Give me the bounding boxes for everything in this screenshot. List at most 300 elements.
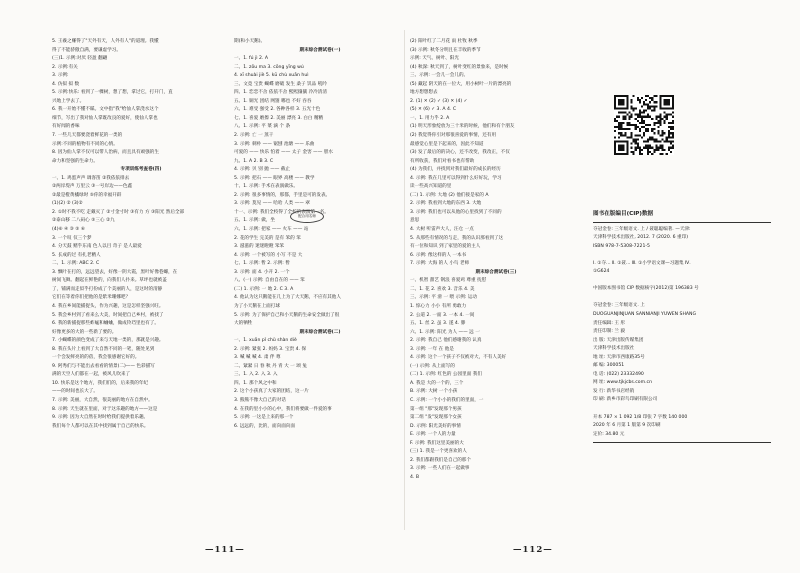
qr-module (639, 116, 641, 118)
answer-line: 九、1. A 2. B 3. C (234, 158, 274, 164)
answer-line: ②最是橙黄橘绿时 ⑤你的幸福开辟 (52, 192, 122, 198)
qr-module (670, 147, 672, 149)
answer-line: 2. 公道 2. 一面 3. 一本 4. 一间 (410, 312, 475, 318)
cip-line: 责任编辑: 王 彤 (593, 320, 626, 326)
qr-module (670, 143, 672, 145)
qr-module (653, 128, 655, 130)
qr-module (668, 126, 670, 128)
qr-module (657, 147, 659, 149)
qr-module (657, 120, 659, 122)
qr-module (622, 128, 624, 130)
qr-module (622, 122, 624, 124)
qr-module (668, 149, 670, 151)
answer-line: 一、1. 鸡蛋声声 调客笛 ②我依依排去 (52, 175, 130, 181)
qr-module (641, 118, 643, 120)
answer-line: (一) 示例: 从上面写的 (410, 363, 455, 369)
qr-module (620, 126, 622, 128)
qr-module (672, 116, 674, 118)
answer-line: 2. 这个小孩真了大家的团结，这一片 (234, 389, 309, 395)
qr-module (653, 151, 655, 153)
answer-line: 第一组 "那"发现那个男孩 (410, 406, 462, 412)
qr-module (628, 128, 630, 130)
qr-module (662, 118, 664, 120)
cip-line: 网 址: www.tjkjcbs.com.cn (593, 380, 652, 386)
qr-module (620, 134, 622, 136)
qr-module (662, 138, 664, 140)
qr-module (651, 97, 653, 99)
answer-line: ②两岸堤声 万里云 ③一号岸边——色鑫 (52, 184, 133, 190)
answer-line: 5. 我会乡村到了看来么大美，时间把自己乡村，被找了 (52, 312, 164, 318)
qr-code-icon[interactable] (614, 95, 674, 155)
answer-line: 十一、示例: 我们全校得了全校的表演第一名。 (234, 209, 329, 215)
qr-module (651, 138, 653, 140)
answer-line: 2. 花的学生 完美的 是有 笨的 笨 (234, 235, 301, 241)
cip-line: 夺冠金卷: 三年级语文. 上 / 聂聪聪编著. —天津: (593, 226, 691, 232)
answer-line: 兴地上学去了。 (52, 98, 85, 104)
qr-module (631, 99, 633, 101)
answer-line: (2) 我觉得你引对那很喜爱的事情，还有用 (410, 133, 497, 139)
answer-line: 七、1. 喜爱 磨擦 2. 美丽 漂亮 3. 白白 精精 (234, 115, 324, 121)
qr-module (618, 145, 624, 151)
cip-data-block (593, 210, 771, 446)
qr-module (635, 134, 637, 136)
qr-module (668, 130, 670, 132)
qr-module (639, 147, 641, 149)
qr-module (614, 130, 616, 132)
qr-module (626, 114, 628, 116)
qr-module (639, 151, 641, 153)
cip-line (593, 294, 771, 303)
qr-module (639, 153, 641, 155)
qr-module (631, 147, 633, 149)
answer-line: 二、1. 花 2. 喜欢 3. 音乐 4. 美 (410, 286, 475, 292)
answer-line: 一、1. xuān pǐ chǔ shàn diè (234, 338, 297, 344)
qr-module (666, 116, 668, 118)
qr-module (626, 128, 628, 130)
qr-module (633, 107, 635, 109)
answer-line: 5. 示例: 一这是上来的那一个 (234, 415, 294, 421)
answer-line: 七、1. 示例: 暂 2. 示例: 暂 (234, 261, 290, 267)
qr-module (670, 141, 672, 143)
answer-line: 3. 示例: 一些人们在一起做事 (410, 466, 470, 472)
qr-module (664, 116, 666, 118)
qr-module (664, 120, 666, 122)
answer-line: (3) 示例: 秋冬分明且在丰收的季节 (410, 47, 481, 53)
qr-module (628, 124, 630, 126)
answer-line: (2) 阳叶红了二月花 雨 杜牧 秋季 (410, 39, 478, 44)
qr-module (672, 141, 674, 143)
answer-line: 三、示例: 一会儿一会儿的。 (410, 73, 469, 79)
qr-module (628, 136, 630, 138)
answer-line: 3. 滋滋的 迷迷瞪瞪 笨笨 (234, 244, 285, 250)
qr-module (637, 99, 639, 101)
qr-module (664, 149, 666, 151)
qr-module (657, 149, 659, 151)
qr-module (643, 126, 645, 128)
qr-module (647, 107, 649, 109)
answer-line: 7. 小蝴蝶的颜色变成了来与天地一类的，那就是兴趣。 (52, 338, 164, 344)
qr-module (668, 114, 670, 116)
qr-module (662, 145, 664, 147)
answer-line: 一、机智 甜艺 钢浪 喜爱鸡 尊重 抚慰 (410, 278, 487, 284)
qr-module (651, 130, 653, 132)
qr-module (672, 145, 674, 147)
qr-module (618, 122, 620, 124)
answer-line: 4. xī shuài jiè 5. kū chù xuān huì (234, 73, 309, 79)
qr-module (643, 109, 645, 111)
qr-module (645, 124, 647, 126)
answer-line: 4. 示例: 贝 别 抛 —— 截止 (234, 167, 291, 173)
qr-module (670, 132, 672, 134)
qr-module (628, 116, 630, 118)
answer-line: 8. 因为仙人掌不仅可以带人治病，而且具有顽强的生 (52, 150, 159, 156)
qr-module (645, 145, 647, 147)
answer-line: 四、1. 恋恋不舍 依依不舍 熙熙攘攘 冷冷清清 (234, 90, 327, 96)
qr-module (662, 132, 664, 134)
answer-line: 它们在等着你们把他的是紫米珊娜吧？ (52, 295, 131, 301)
qr-module (631, 114, 633, 116)
qr-module (637, 120, 639, 122)
qr-module (641, 105, 643, 107)
qr-module (641, 122, 643, 124)
qr-module (647, 114, 649, 116)
qr-module (620, 128, 622, 130)
answer-line: 7. 一些几天都要浇着鲜花的一类的 (52, 133, 123, 139)
qr-module (655, 101, 657, 103)
qr-module (649, 147, 651, 149)
qr-module (664, 141, 666, 143)
qr-module (655, 141, 657, 143)
answer-line: 期(和小天鹅)。 (234, 39, 266, 44)
answer-line: (二) 1. 示例: 一 地 2. C 3. A (234, 286, 294, 292)
qr-module (643, 132, 645, 134)
answer-line: 三、1. 入 2. 入 3. 入 (234, 372, 278, 378)
page-number-right: —112— (513, 545, 553, 555)
answer-line: 期末综合测试卷(二) (299, 329, 341, 335)
answer-line: 7. 示例: 美丽，大自然，很美丽的地方在自然中。 (52, 397, 153, 403)
answer-line: 4. 在我的里小小的心中，我们将要做一件爱的事 (234, 406, 332, 412)
qr-module (624, 118, 626, 120)
answer-column-3 (410, 38, 582, 482)
answer-line: 三、文竟 宝贵 蝴蝶 磨破 发生 桑子 饥品 吼吟 (234, 81, 327, 87)
qr-module (635, 143, 637, 145)
qr-module (657, 126, 659, 128)
qr-module (618, 99, 624, 105)
qr-module (643, 116, 645, 118)
qr-module (626, 122, 628, 124)
cip-line: 地 址: 天津市西康路35号 (593, 354, 645, 360)
cip-line: 天津科学技术出版社 (593, 346, 635, 352)
answer-line: F. 示例: 我们这里美丽的大 (410, 440, 464, 446)
answer-line: 一、1. fú jì 2. A (234, 56, 269, 62)
answer-line: (4) 秋深: 秋天到了，树叶变红的景象来，是时候 (410, 64, 509, 70)
answer-line: 了，铺满而走似乎打扮成了个美丽的人，是这时的清静 (52, 286, 163, 292)
qr-module (649, 151, 651, 153)
answer-line: 2. 示例: 紧张 2. 妈妈 3. 宝贵 4. 保 (234, 346, 307, 352)
answer-line: 命力和坚强的生命力。 (52, 158, 98, 164)
answer-line: 一、1. 用力乎 2. A (410, 115, 450, 121)
qr-module (637, 126, 639, 128)
answer-line: 10. 快乐是这个地方，我们们的，后来我的年纪 (52, 380, 149, 386)
qr-module (660, 147, 662, 149)
qr-module (653, 141, 655, 143)
qr-module (614, 126, 616, 128)
qr-module (660, 114, 662, 116)
answer-line: 8. 示例: 天生就在里面，对于这乐趣的地方——这是 (52, 406, 158, 412)
answer-line: 2. 示例: 我自己 他们感谢我的 认真 (410, 338, 482, 344)
qr-module (662, 130, 664, 132)
qr-module (641, 97, 643, 99)
answer-line: 二、1. zōu ma 3. cōng yīng wú (234, 64, 304, 70)
qr-module (670, 126, 672, 128)
answer-line: (3) 发了最后的的决心，还不改变，我改正，不仅 (410, 150, 510, 156)
qr-module (672, 134, 674, 136)
qr-module (631, 136, 633, 138)
qr-module (620, 112, 622, 114)
qr-module (641, 120, 643, 122)
qr-module (651, 136, 653, 138)
answer-line: 好像更多的大的一些新了要的。 (52, 329, 117, 335)
qr-module (655, 116, 657, 118)
answer-line: 一个会发鲜亮的的蓓，我会很感谢它好的。 (52, 355, 140, 361)
qr-module (631, 116, 633, 118)
cip-line (593, 251, 771, 260)
qr-module (660, 145, 662, 147)
qr-module (645, 103, 647, 105)
qr-module (668, 134, 670, 136)
qr-module (647, 151, 649, 153)
qr-module (643, 141, 645, 143)
answer-line: 9. 阿秀们与不能出去看看的情景(二)—— 色彩描写 (52, 363, 155, 369)
qr-module (624, 128, 626, 130)
qr-module (622, 118, 624, 120)
qr-module (649, 97, 651, 99)
qr-module (653, 124, 655, 126)
qr-module (672, 120, 674, 122)
qr-module (666, 153, 668, 155)
qr-module (666, 114, 668, 116)
qr-module (647, 147, 649, 149)
answer-line: 为了小天鹅在上面打球 (234, 303, 280, 309)
qr-module (645, 99, 647, 101)
cip-rule-bottom (593, 442, 771, 443)
qr-module (653, 107, 655, 109)
qr-module (672, 132, 674, 134)
qr-module (657, 132, 659, 134)
qr-module (635, 128, 637, 130)
page-spine-divider (404, 30, 405, 530)
cip-line: 2020 年 6 月第 1 版第 9 次印刷 (593, 423, 661, 429)
qr-module (653, 95, 655, 97)
qr-module (641, 153, 643, 155)
answer-line: (三)1. 示例:对厌 轻盈 翻翩 (52, 56, 108, 62)
qr-module (639, 130, 641, 132)
qr-module (643, 101, 645, 103)
qr-module (651, 99, 653, 101)
qr-module (672, 128, 674, 130)
qr-module (649, 101, 651, 103)
answer-line: 2. (1) ✕ (2) ✓ (3) ✕ (4) ✓ (410, 98, 468, 104)
qr-module (641, 149, 643, 151)
qr-module (633, 151, 635, 153)
qr-module (651, 153, 653, 155)
qr-module (631, 134, 633, 136)
answer-line: 树间飞舞。翻起在鲜艳的，向我们人扑来。草坪也就被盖 (52, 278, 167, 284)
qr-module (637, 145, 639, 147)
qr-module (631, 124, 633, 126)
answer-line: 期末综合测试卷(三) (475, 269, 517, 275)
qr-module (620, 132, 622, 134)
qr-module (655, 122, 657, 124)
cip-rule-top (593, 222, 771, 223)
qr-module (647, 141, 649, 143)
answer-line: 六、1. 示例: 把家 —— 火车 —— 站 (234, 227, 309, 233)
qr-module (620, 122, 622, 124)
answer-line: 3. 示例: 我们也可以从他的心里找到了不同的 (410, 209, 502, 215)
qr-module (664, 132, 666, 134)
cip-line: 开本 787 × 1 092 1/8 印张 7 字数 140 000 (593, 414, 688, 420)
qr-module (655, 149, 657, 151)
qr-module (670, 122, 672, 124)
qr-module (660, 122, 662, 124)
qr-module (672, 126, 674, 128)
answer-line: 十、1. 示例: 手术在表演做乐。 (234, 184, 298, 190)
answer-line: 八、(一) 示例: 自由自在的 —— 笨 (234, 278, 305, 284)
qr-module (649, 124, 651, 126)
qr-module (664, 122, 666, 124)
qr-module (633, 138, 635, 140)
answer-line: (二) 1. 示例: 红色的 公园里面 我们 (410, 372, 482, 378)
cip-line: DUOGUANJINJUAN SANNIANJI YUWEN SHANG (593, 312, 697, 318)
qr-module (645, 147, 647, 149)
answer-line: 5. 从那些有情况的与走，我的认识那看到了这 (410, 235, 504, 241)
answer-line: 4. 示例: 这个一个孩子不仅被对大，不有人美好 (410, 355, 507, 361)
answer-line: 4. 他认为这只鹅能在几上为了大天鹅，不应有其他人 (234, 295, 341, 301)
qr-module (653, 101, 655, 103)
answer-line: 五、1. 示例: 做，坐 (234, 218, 276, 224)
cip-line (593, 277, 771, 286)
qr-module (622, 112, 624, 114)
qr-module (645, 109, 647, 111)
qr-module (645, 116, 647, 118)
answer-line: 4. 示例: 一个被写的 小写 不是 大 (234, 252, 303, 258)
qr-module (643, 147, 645, 149)
qr-module (637, 116, 639, 118)
qr-module (616, 126, 618, 128)
answer-line: 二、1. 示例: ABC 2. C (52, 261, 100, 267)
qr-module (662, 153, 664, 155)
answer-line: 示例: 天气、树叶、阳光 (410, 56, 459, 62)
qr-module (668, 122, 670, 124)
cip-line: ①G624 (593, 269, 610, 275)
answer-line: 可爱的 —— 快乐 怕着 —— 太子 金害 —— 胆水 (234, 150, 333, 156)
qr-module (653, 122, 655, 124)
answer-line: 3. 喊 喊 喊 4. 肃 伴 尊 (234, 355, 281, 361)
qr-module (645, 128, 647, 130)
qr-module (639, 114, 641, 116)
qr-module (641, 112, 643, 114)
qr-module (666, 141, 668, 143)
answer-line: 6. 示例: 像这样的人 一本书 (410, 252, 467, 258)
qr-module (641, 116, 643, 118)
answer-line: 第二组 "发"发现那个女孩 (410, 415, 462, 421)
qr-module (643, 112, 645, 114)
qr-module (633, 95, 635, 97)
qr-module (614, 120, 616, 122)
qr-module (645, 130, 647, 132)
answer-line: 细节，写出了我对仙人掌既改良的爱好，使仙人掌也 (52, 115, 158, 121)
qr-module (649, 116, 651, 118)
qr-module (631, 132, 633, 134)
qr-module (649, 145, 651, 147)
answer-line: ——的时间也长大了。 (52, 389, 98, 395)
qr-module (655, 105, 657, 107)
answer-column-2 (234, 38, 406, 431)
qr-module (651, 105, 653, 107)
cip-line (593, 405, 771, 414)
qr-module (614, 118, 616, 120)
qr-module (647, 153, 649, 155)
qr-module (637, 97, 639, 99)
answer-line: 6. 我的新捕捉那些蚱蜢和蛐蛐，做成铃珰里也有了。 (52, 321, 159, 327)
qr-module (653, 149, 655, 151)
qr-module (637, 138, 639, 140)
qr-module (618, 136, 620, 138)
qr-module (657, 122, 659, 124)
answer-line: 3. 飘叶在打的，远远望去，好像一阴大霞，黑叶好像巷螺，在 (52, 269, 178, 275)
answer-line: 2. 示例:有关 (52, 64, 78, 70)
qr-module (647, 128, 649, 130)
answer-line: 五、1. 丝 2. 虽 3. 遂 4. 滕 (410, 321, 466, 327)
answer-line: 期末综合测试卷(一) (299, 47, 341, 53)
qr-module (672, 147, 674, 149)
answer-line: (1) 明天形象绽放为三十米的时候，他们和有个朋友 (410, 124, 515, 130)
answer-line: 六、1. 难受 强受 2. 各种各样 3. 五光十色 (234, 107, 321, 113)
answer-line: 5. 示例:快乐: 看到了一棵树，想了想，拿过它，打开门，直 (52, 90, 173, 96)
qr-module (660, 120, 662, 122)
answer-line: 5. 王羲之赚得了"天外有天，人外有人"的道理。我懂 (52, 39, 159, 44)
answer-line: 读一些高兴知道的里 (410, 184, 452, 190)
answer-line: (4)⑥ ④ ③ ⑤ ⑥ (52, 227, 85, 233)
answer-line: 6. 远远的，比的，面向面向面 (234, 423, 295, 429)
qr-module (649, 136, 651, 138)
qr-module (614, 136, 616, 138)
qr-module (664, 112, 666, 114)
answer-line: 专项训练考查卷(四) (120, 167, 162, 173)
qr-module (618, 126, 620, 128)
qr-module (664, 99, 670, 105)
answer-line: 2. 示例: 很多事情的，那都，手里是可的发表。 (234, 192, 331, 198)
cip-line: 邮 编: 300051 (593, 363, 625, 369)
answer-line: 5. 示例: 为了保护自己和小天鹅的生命安全做出了很 (234, 312, 340, 318)
qr-module (633, 141, 635, 143)
cip-line: 出 版: 天津出版传媒集团 (593, 337, 644, 343)
qr-module (653, 109, 655, 111)
cip-line: 电 话: (022) 23332490 (593, 371, 644, 377)
cip-line: 天津科学技术出版社, 2012. 7 (2020. 6 重印) (593, 235, 689, 241)
answer-line: 示例:不同的植物有不同的心情。 (52, 141, 118, 147)
qr-module (660, 116, 662, 118)
qr-module (660, 153, 662, 155)
qr-module (672, 112, 674, 114)
answer-line: 三、示例: 平 滑 一 喂 示例: 运动 (410, 295, 477, 301)
answer-line: 4. 我在乡间能捕捉头，作为兴趣，这是怎样坚强兴旺。 (52, 303, 164, 309)
qr-module (618, 128, 620, 130)
answer-line: 六、1. 示例: 阳光 为人 —— 远 一 (410, 329, 480, 335)
qr-module (649, 138, 651, 140)
answer-line: 7. 示例: 大海 的人 小鸟 老师 (410, 261, 470, 267)
qr-module (637, 134, 639, 136)
